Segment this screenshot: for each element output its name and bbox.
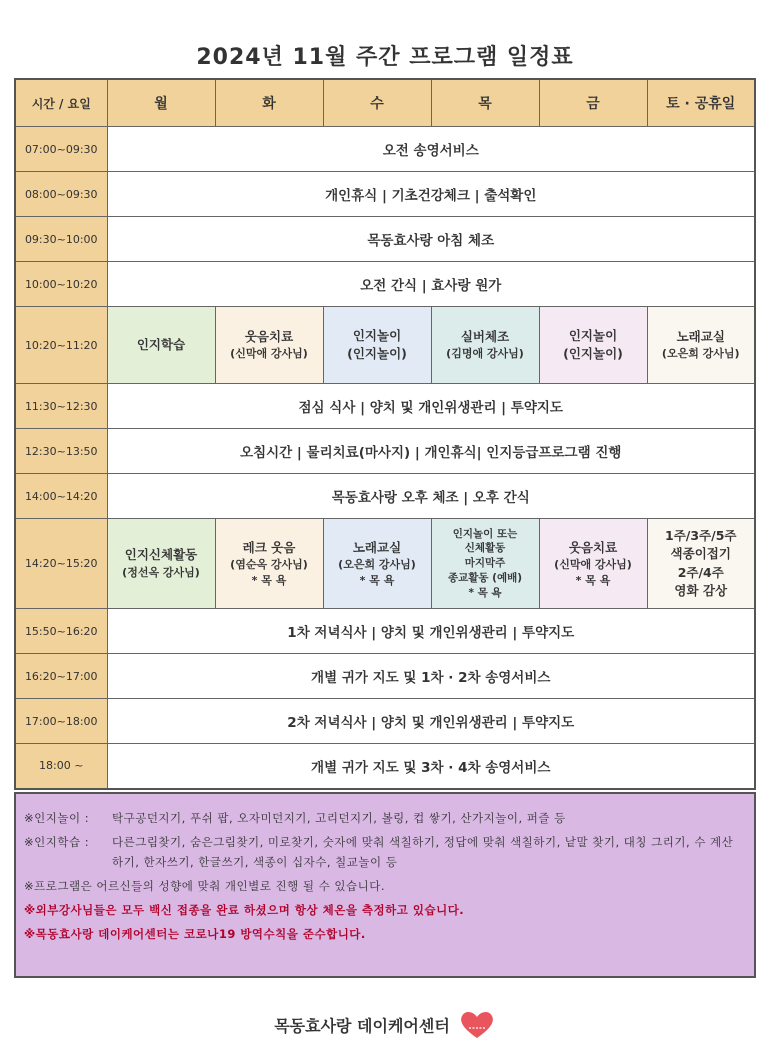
activity-cell: 2차 저녁식사 | 양치 및 개인위생관리 | 투약지도 [107, 699, 755, 744]
time-cell: 14:00~14:20 [15, 474, 107, 519]
time-cell: 08:00~09:30 [15, 172, 107, 217]
note-text: 탁구공던지기, 푸쉬 팝, 오자미던지기, 고리던지기, 볼링, 컵 쌓기, 산가지놀이, 퍼즐 등 [112, 811, 566, 825]
time-cell: 17:00~18:00 [15, 699, 107, 744]
table-row [15, 262, 755, 307]
time-cell: 09:30~10:00 [15, 217, 107, 262]
program-detail: (인지놀이) [563, 346, 623, 361]
time-cell: 18:00 ~ [15, 744, 107, 789]
program-instructor: (신막애 강사님) [230, 347, 308, 361]
schedule-table [14, 78, 756, 790]
program-cell-thu [431, 519, 539, 609]
program-title: 인지신체활동 [124, 547, 198, 563]
program-title: 웃음치료 [568, 539, 618, 555]
activity-cell: 개인휴식 | 기초건강체크 | 출석확인 [107, 172, 755, 217]
heart-logo-icon [458, 1010, 496, 1044]
activity-cell: 1차 저녁식사 | 양치 및 개인위생관리 | 투약지도 [107, 609, 755, 654]
time-cell: 07:00~09:30 [15, 127, 107, 172]
program-line: 1주/3주/5주 [665, 528, 737, 544]
notes-box [14, 792, 756, 978]
activity-cell: 오전 간식 | 효사랑 원가 [107, 262, 755, 307]
day-header-wed: 수 [323, 79, 431, 127]
table-row [15, 744, 755, 789]
program-line: 마지막주 [464, 557, 506, 570]
time-cell: 14:20~15:20 [15, 519, 107, 609]
activity-cell: 개별 귀가 지도 및 3차 · 4차 송영서비스 [107, 744, 755, 789]
table-row [15, 609, 755, 654]
note-cognitive-study [24, 832, 746, 872]
program-title: 인지놀이 [352, 327, 402, 343]
program-cell-thu [431, 307, 539, 384]
program-line: 색종이접기 [670, 546, 731, 562]
program-cell-tue [215, 519, 323, 609]
program-title: 인지학습 [136, 336, 186, 352]
table-row [15, 307, 755, 384]
day-header-thu: 목 [431, 79, 539, 127]
note-covid-rules: ※목동효사랑 데이케어센터는 코로나19 방역수칙을 준수합니다. [24, 927, 366, 941]
time-cell: 16:20~17:00 [15, 654, 107, 699]
program-detail: (인지놀이) [347, 346, 407, 361]
activity-cell: 목동효사랑 오후 체조 | 오후 간식 [107, 474, 755, 519]
note-label: ※인지놀이 : [24, 811, 90, 825]
note-text: 다른그림찾기, 숨은그림찾기, 미로찾기, 숫자에 맞춰 색칠하기, 정답에 맞춰 색칠하기, 낱말 찾기, 대칭 그리기, 수 계산하기, 한자쓰기, 한글쓰기, 색종이 십자수, 칠교놀이 등 [112, 835, 734, 869]
program-cell-fri [539, 519, 647, 609]
table-row [15, 654, 755, 699]
program-instructor: (정선옥 강사님) [122, 565, 200, 579]
header-row [15, 79, 755, 127]
note-cognitive-play [24, 808, 746, 828]
program-line: 인지놀이 또는 [452, 527, 518, 540]
program-title: 노래교실 [676, 328, 725, 344]
program-instructor: (오은희 강사님) [338, 557, 416, 571]
program-line: 영화 감상 [674, 582, 728, 598]
corner-header: 시간 / 요일 [15, 79, 107, 127]
program-cell-mon [107, 519, 215, 609]
program-instructor: (염순옥 강사님) [230, 557, 308, 571]
day-header-tue: 화 [215, 79, 323, 127]
program-title: 노래교실 [352, 539, 402, 555]
note-label: ※인지학습 : [24, 835, 90, 849]
program-cell-sat [647, 307, 755, 384]
time-cell: 10:00~10:20 [15, 262, 107, 307]
program-line: 종교활동 (예배) [447, 571, 523, 584]
table-row [15, 519, 755, 609]
table-row [15, 172, 755, 217]
day-header-mon: 월 [107, 79, 215, 127]
program-instructor: (신막애 강사님) [554, 557, 632, 571]
time-cell: 11:30~12:30 [15, 384, 107, 429]
program-cell-tue [215, 307, 323, 384]
day-header-sat: 토 · 공휴일 [647, 79, 755, 127]
program-cell-mon [107, 307, 215, 384]
program-cell-sat [647, 519, 755, 609]
bath-note: * 목 욕 [251, 573, 287, 587]
program-cell-wed [323, 307, 431, 384]
program-cell-fri [539, 307, 647, 384]
bath-note: * 목 욕 [359, 573, 395, 587]
program-title: 웃음치료 [244, 328, 294, 344]
time-cell: 15:50~16:20 [15, 609, 107, 654]
note-program-individual: ※프로그램은 어르신들의 성향에 맞춰 개인별로 진행 될 수 있습니다. [24, 879, 385, 893]
time-cell: 10:20~11:20 [15, 307, 107, 384]
bath-note: * 목 욕 [468, 586, 502, 599]
program-line: 2주/4주 [677, 564, 724, 580]
footer [0, 1010, 770, 1044]
bath-note: * 목 욕 [575, 573, 611, 587]
activity-cell: 개별 귀가 지도 및 1차 · 2차 송영서비스 [107, 654, 755, 699]
program-cell-wed [323, 519, 431, 609]
activity-cell: 점심 식사 | 양치 및 개인위생관리 | 투약지도 [107, 384, 755, 429]
activity-cell: 오침시간 | 물리치료(마사지) | 개인휴식| 인지등급프로그램 진행 [107, 429, 755, 474]
program-instructor: (김명애 강사님) [446, 347, 524, 361]
table-row [15, 699, 755, 744]
day-header-fri: 금 [539, 79, 647, 127]
activity-cell: 오전 송영서비스 [107, 127, 755, 172]
table-row [15, 429, 755, 474]
program-title: 실버체조 [460, 328, 510, 344]
program-line: 신체활동 [464, 542, 506, 555]
table-row [15, 474, 755, 519]
program-instructor: (오은희 강사님) [661, 347, 740, 361]
center-name: 목동효사랑 데이케어센터 [274, 1016, 450, 1036]
program-title: 레크 웃음 [242, 539, 296, 555]
program-title: 인지놀이 [568, 327, 618, 343]
table-row [15, 127, 755, 172]
table-row [15, 217, 755, 262]
table-row [15, 384, 755, 429]
page-title: 2024년 11월 주간 프로그램 일정표 [196, 45, 574, 70]
activity-cell: 목동효사랑 아침 체조 [107, 217, 755, 262]
time-cell: 12:30~13:50 [15, 429, 107, 474]
note-vaccination: ※외부강사님들은 모두 백신 접종을 완료 하셨으며 항상 체온을 측정하고 있습니다. [24, 903, 465, 917]
